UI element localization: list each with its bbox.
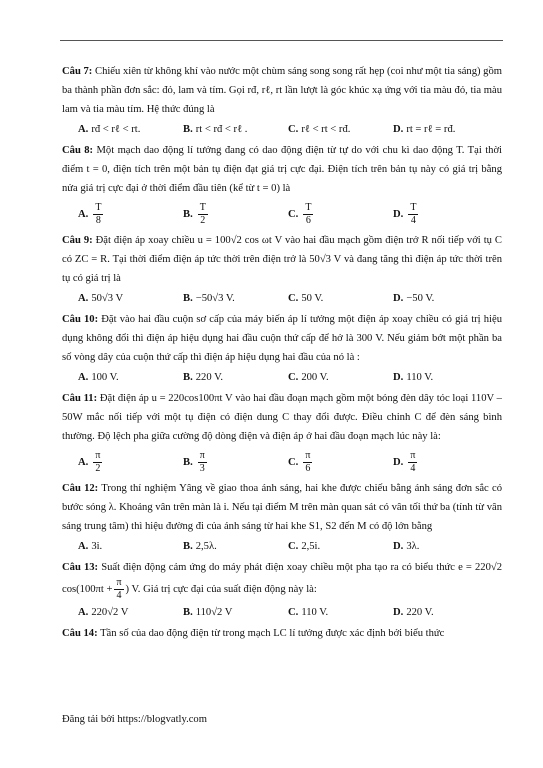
- options-12: [62, 537, 502, 556]
- question-14: [62, 624, 502, 643]
- option-b: 2,5λ.: [195, 541, 217, 552]
- option-label: D.: [393, 209, 404, 220]
- option-c-fraction: $\frac{\pi}{6}$: [305, 450, 311, 474]
- header-rule: [60, 40, 503, 41]
- option-label: B.: [183, 372, 193, 383]
- option-b-fraction: $\frac{\pi}{3}$: [199, 450, 205, 474]
- option-b: −50√3 V.: [195, 293, 235, 304]
- option-d: −50 V.: [406, 293, 435, 304]
- exam-page: [62, 62, 502, 643]
- question-text: Chiếu xiên từ không khí vào nước một chùm sáng song song rất hẹp (coi như một tia sáng) gồm ba thành phần đơn sắc: đỏ, lam và tím. Gọi rđ, rℓ, rt lần lượt là góc khúc xạ ứng với tia màu đỏ, tia màu lam và tia màu tím. Hệ thức đúng là: [62, 66, 503, 115]
- option-label: D.: [393, 541, 404, 552]
- question-11: [62, 389, 502, 446]
- option-label: D.: [393, 372, 404, 383]
- question-number: Câu 12:: [62, 483, 99, 494]
- option-label: A.: [78, 541, 89, 552]
- question-number: Câu 11:: [62, 393, 98, 404]
- option-label: C.: [288, 209, 299, 220]
- question-12: [62, 479, 502, 536]
- question-number: Câu 13:: [62, 562, 99, 573]
- option-a-fraction: $\frac{\pi}{2}$: [95, 450, 101, 474]
- option-label: B.: [183, 293, 193, 304]
- option-a: rđ < rℓ < rt.: [91, 124, 141, 135]
- question-number: Câu 9:: [62, 235, 93, 246]
- option-label: B.: [183, 457, 193, 468]
- question-text: Tần số của dao động điện từ trong mạch LC lí tưởng được xác định bởi biểu thức: [100, 628, 445, 639]
- question-text: Đặt vào hai đầu cuộn sơ cấp của máy biến áp lí tưởng một điện áp xoay chiều có giá trị hiệu dụng không đổi thì điện áp hiệu dụng hai đầu cuộn thứ cấp để hở là 300 V. Nếu giảm bớt một phần ba số vòng dây của cuộn thứ cấp thì điện áp hiệu dụng hai đầu của nó là :: [62, 314, 502, 363]
- option-c-fraction: $\frac{T}{6}$: [305, 202, 312, 226]
- option-c: 50 V.: [301, 293, 324, 304]
- option-label: A.: [78, 293, 89, 304]
- option-a: 100 V.: [91, 372, 119, 383]
- option-c: 110 V.: [301, 607, 329, 618]
- option-label: B.: [183, 541, 193, 552]
- option-label: B.: [183, 209, 193, 220]
- option-label: D.: [393, 293, 404, 304]
- option-label: B.: [183, 124, 193, 135]
- option-a: 220√2 V: [91, 607, 129, 618]
- option-c: 200 V.: [301, 372, 329, 383]
- option-d: 110 V.: [406, 372, 434, 383]
- question-7: [62, 62, 502, 119]
- question-number: Câu 8:: [62, 145, 94, 156]
- option-label: D.: [393, 607, 404, 618]
- option-label: C.: [288, 607, 299, 618]
- option-b: 220 V.: [195, 372, 223, 383]
- question-number: Câu 14:: [62, 628, 98, 639]
- option-label: D.: [393, 124, 404, 135]
- question-9: [62, 231, 502, 288]
- question-10: [62, 310, 502, 367]
- question-13: [62, 558, 502, 602]
- options-13: [62, 603, 502, 622]
- option-label: D.: [393, 457, 404, 468]
- voltage-formula: u = 100√2 cos ωt V: [197, 235, 283, 246]
- option-label: A.: [78, 209, 89, 220]
- option-d: rt = rℓ = rđ.: [406, 124, 456, 135]
- question-text-cont: vào hai đầu mạch gồm điện trở R nối tiếp với tụ C có ZC = R. Tại thời điểm điện áp tức thời trên điện trở là 50√3 V và đang tăng thì điện áp tức thời trên tụ có giá trị là: [62, 235, 502, 284]
- option-a-fraction: $\frac{T}{8}$: [95, 202, 102, 226]
- question-text: Suất điện động cảm ứng do máy phát điện xoay chiều một pha tạo ra có biểu thức: [101, 562, 455, 573]
- option-d: 220 V.: [406, 607, 434, 618]
- option-label: C.: [288, 293, 299, 304]
- option-label: B.: [183, 607, 193, 618]
- question-text: Đặt điện áp xoay chiều: [95, 235, 195, 246]
- options-7: [62, 120, 502, 139]
- option-d-fraction: $\frac{\pi}{4}$: [410, 450, 416, 474]
- option-b: 110√2 V: [195, 607, 233, 618]
- question-number: Câu 7:: [62, 66, 93, 77]
- options-10: [62, 368, 502, 387]
- question-number: Câu 10:: [62, 314, 99, 325]
- option-label: A.: [78, 457, 89, 468]
- option-label: A.: [78, 372, 89, 383]
- footer-credit: Đăng tải bởi https://blogvatly.com: [62, 714, 207, 725]
- options-8: [62, 202, 502, 227]
- option-a: 50√3 V: [91, 293, 124, 304]
- question-8: [62, 141, 502, 198]
- option-d: 3λ.: [406, 541, 420, 552]
- question-text: Một mạch dao động lí tưởng đang có dao động điện từ tự do với chu kì dao động T. Tại thời điểm t = 0, điện tích trên một bản tụ điện đạt giá trị cực đại. Điện tích trên bản tụ này có giá trị bằng nửa giá trị cực đại ở thời điểm đầu tiên (kể từ t = 0) là: [62, 145, 502, 194]
- options-9: [62, 289, 502, 308]
- option-c: rℓ < rt < rđ.: [301, 124, 351, 135]
- option-label: A.: [78, 124, 89, 135]
- option-b-fraction: $\frac{T}{2}$: [199, 202, 206, 226]
- option-label: C.: [288, 372, 299, 383]
- option-label: C.: [288, 541, 299, 552]
- option-b: rt < rđ < rℓ .: [195, 124, 248, 135]
- option-label: A.: [78, 607, 89, 618]
- option-c: 2,5i.: [301, 541, 321, 552]
- question-text: Đặt điện áp u = 220cos100πt V vào hai đầu đoạn mạch gồm một bóng đèn dây tóc loại 110V – 50W mắc nối tiếp với một tụ điện có điện dung C thay đổi được. Điều chỉnh C để đèn sáng bình thường. Độ lệch pha giữa cường độ dòng điện và điện áp ở hai đầu đoạn mạch lúc này là:: [62, 393, 502, 442]
- emf-formula: e = 220√2 cos(100πt + $\frac{\pi}{4}$ ) V. Giá trị cực đại của suất điện động này là:: [62, 562, 502, 601]
- option-label: C.: [288, 124, 299, 135]
- option-a: 3i.: [91, 541, 103, 552]
- options-11: [62, 450, 502, 475]
- option-label: C.: [288, 457, 299, 468]
- question-text: Trong thí nghiệm Yâng về giao thoa ánh sáng, hai khe được chiếu bằng ánh sáng đơn sắc có bước sóng λ. Khoảng vân trên màn là i. Nếu tại điểm M trên màn quan sát có vân tối thứ ba (tính từ vân sáng trung tâm) thì hiệu đường đi của ánh sáng từ hai khe S1, S2 đến M có độ lớn bằng: [62, 483, 503, 532]
- option-d-fraction: $\frac{T}{4}$: [410, 202, 417, 226]
